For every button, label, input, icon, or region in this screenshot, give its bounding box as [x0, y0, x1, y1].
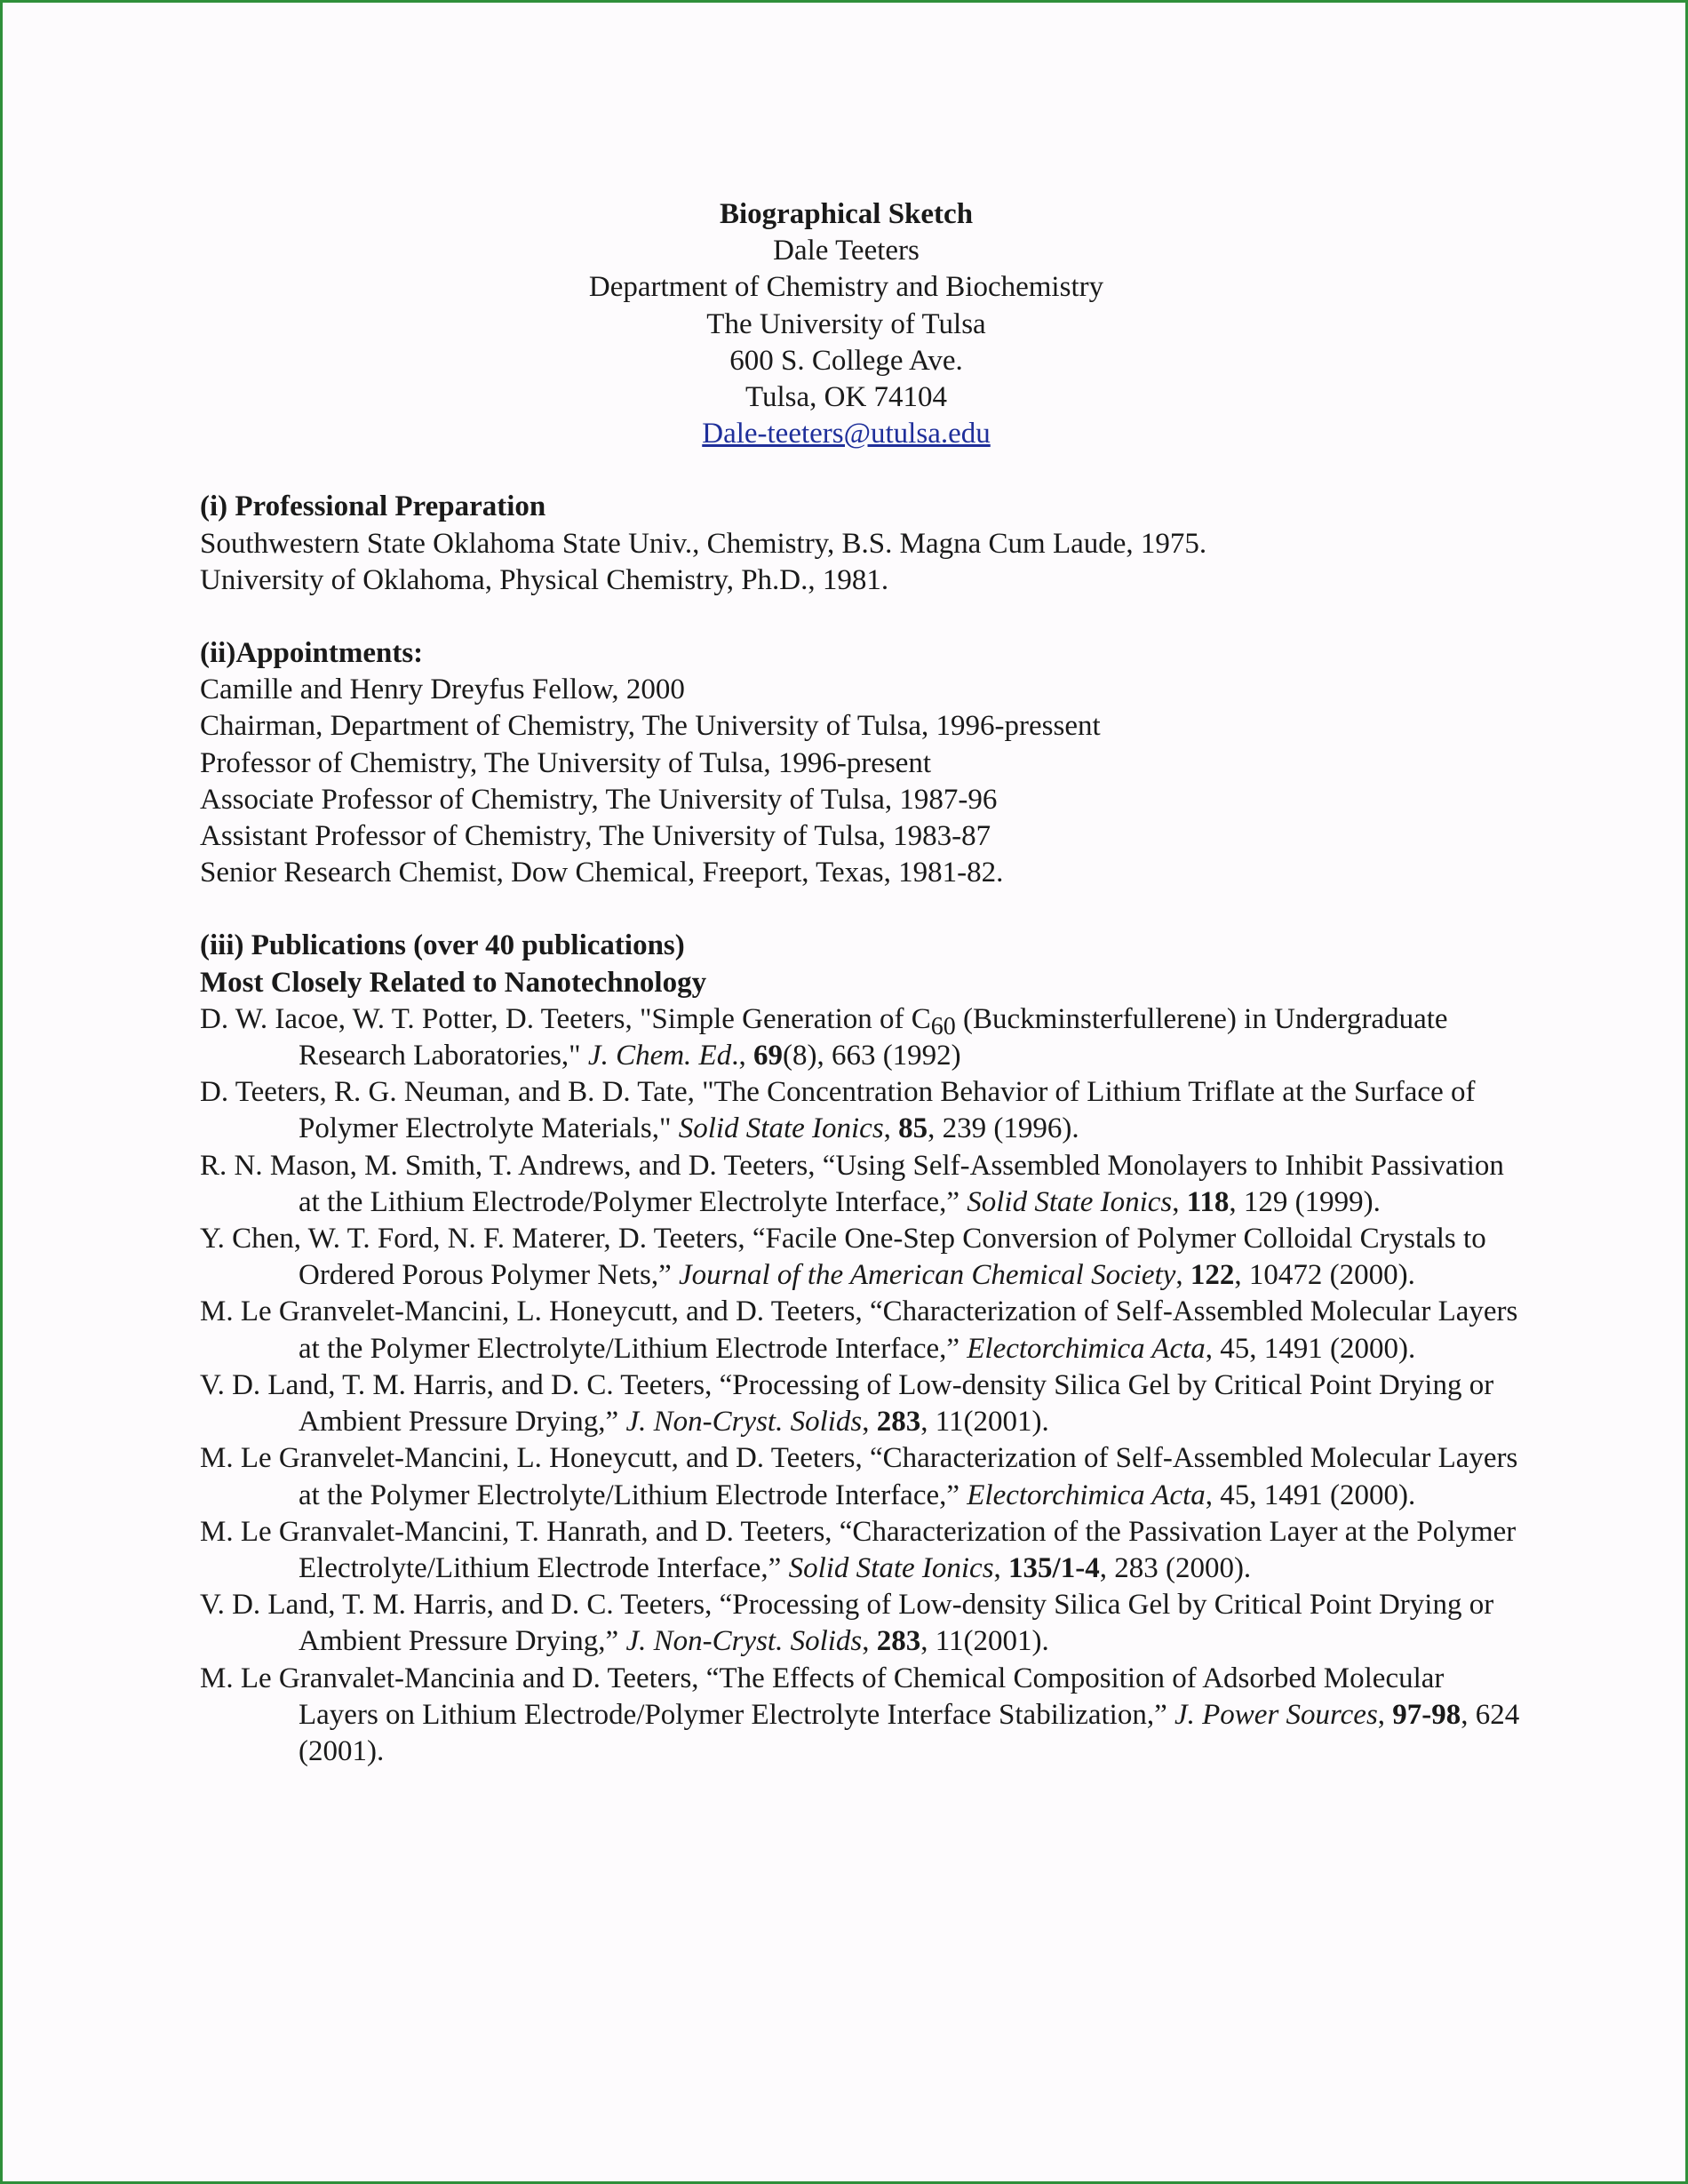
publication-journal: J. Non-Cryst. Solids	[625, 1625, 863, 1658]
preparation-item: Southwestern State Oklahoma State Univ., Chemistry, B.S. Magna Cum Laude, 1975.	[200, 527, 1207, 560]
publication-authors-title: D. W. Iacoe, W. T. Potter, D. Teeters, "Simple Generation of C	[200, 1002, 931, 1035]
publication-journal: Journal of the American Chemical Society	[679, 1259, 1176, 1292]
publication-authors-title: M. Le Granvelet-Mancini, L. Honeycutt, and D. Teeters, “Characterization of Self-Assembled Molecular Layers at the Polymer Electrolyte/Lithium Electrode Interface,”	[200, 1442, 1518, 1511]
publication-entry	[200, 1294, 1524, 1367]
section-title-appointments: (ii)Appointments:	[200, 637, 424, 670]
section-title-preparation: (i) Professional Preparation	[200, 490, 546, 523]
publication-journal: Solid State Ionics	[967, 1185, 1173, 1218]
publication-separator: ,	[1175, 1259, 1190, 1292]
publication-authors-title: M. Le Granvalet-Mancinia and D. Teeters, “The Effects of Chemical Composition of Adsorbed Molecular Layers on Lithium Electrode/Polymer Electrolyte Interface Stabilization,”	[200, 1662, 1445, 1731]
publication-journal: Solid State Ionics	[678, 1112, 884, 1145]
university-line: The University of Tulsa	[706, 307, 986, 340]
publication-journal: J. Chem. Ed	[587, 1040, 732, 1072]
publication-separator: ,	[993, 1551, 1009, 1584]
publication-authors-title: V. D. Land, T. M. Harris, and D. C. Teeters, “Processing of Low-density Silica Gel by Critical Point Drying or Ambient Pressure Drying,”	[200, 1589, 1494, 1658]
publication-volume: 283	[876, 1625, 921, 1658]
preparation-item: University of Oklahoma, Physical Chemistry, Ph.D., 1981.	[200, 563, 889, 596]
publication-volume: 118	[1186, 1185, 1230, 1218]
section-publications	[200, 928, 1524, 1770]
publication-entry	[200, 1514, 1524, 1587]
publication-journal: Electorchimica Acta	[967, 1479, 1206, 1511]
publication-journal: J. Power Sources	[1174, 1698, 1378, 1731]
publication-authors-title: M. Le Granvalet-Mancini, T. Hanrath, and D. Teeters, “Characterization of the Passivation Layer at the Polymer Electrolyte/Lithium Electrode Interface,”	[200, 1515, 1517, 1584]
publication-separator: ,	[1377, 1698, 1393, 1731]
subscript-text: 60	[930, 1012, 956, 1040]
publication-volume: 283	[876, 1406, 921, 1439]
publication-entry	[200, 1367, 1524, 1440]
publication-tail: , 11(2001).	[920, 1406, 1049, 1439]
department-line: Department of Chemistry and Biochemistry	[588, 271, 1104, 304]
city-state-zip: Tulsa, OK 74104	[744, 381, 948, 414]
publication-entry	[200, 1587, 1524, 1660]
bio-sketch-content	[200, 196, 1524, 1770]
publication-entry	[200, 1001, 1524, 1074]
appointment-item: Professor of Chemistry, The University of Tulsa, 1996-present	[200, 746, 932, 779]
publication-authors-title: M. Le Granvelet-Mancini, L. Honeycutt, and D. Teeters, “Characterization of Self-Assembled Molecular Layers at the Polymer Electrolyte/Lithium Electrode Interface,”	[200, 1295, 1518, 1365]
publication-authors-title: D. Teeters, R. G. Neuman, and B. D. Tate, "The Concentration Behavior of Lithium Triflate at the Surface of Polymer Electrolyte Materials,"	[200, 1076, 1476, 1145]
document-title: Biographical Sketch	[719, 198, 974, 230]
publication-volume: 85	[898, 1112, 928, 1145]
publication-volume: 97-98	[1392, 1698, 1461, 1731]
publication-tail: , 45, 1491 (2000).	[1205, 1332, 1416, 1365]
street-address: 600 S. College Ave.	[729, 344, 963, 377]
section-subtitle-nanotech: Most Closely Related to Nanotechnology	[200, 966, 707, 999]
publication-entry	[200, 1074, 1524, 1147]
publication-separator: ,	[862, 1625, 877, 1658]
publication-journal: Solid State Ionics	[788, 1551, 994, 1584]
publication-entry	[200, 1661, 1524, 1771]
publication-tail: , 624 (2001).	[299, 1698, 1520, 1767]
appointment-item: Camille and Henry Dreyfus Fellow, 2000	[200, 674, 685, 706]
appointment-item: Associate Professor of Chemistry, The University of Tulsa, 1987-96	[200, 783, 998, 816]
section-title-publications: (iii) Publications (over 40 publications)	[200, 929, 685, 962]
publication-separator: ,	[883, 1112, 899, 1145]
publication-separator: ,	[862, 1406, 877, 1439]
publication-tail: (8), 663 (1992)	[782, 1040, 961, 1072]
appointment-item: Assistant Professor of Chemistry, The University of Tulsa, 1983-87	[200, 820, 991, 853]
email-link[interactable]: Dale-teeters@utulsa.edu	[702, 418, 991, 450]
publication-tail: , 129 (1999).	[1229, 1185, 1381, 1218]
publication-title-rest: (Buckminsterfullerene) in Undergraduate Research Laboratories,"	[299, 1002, 1448, 1072]
publication-tail: , 283 (2000).	[1099, 1551, 1252, 1584]
publication-journal: J. Non-Cryst. Solids	[625, 1406, 863, 1439]
publication-journal: Electorchimica Acta	[967, 1332, 1206, 1365]
document-header	[200, 196, 1493, 452]
section-preparation	[200, 489, 1524, 599]
publication-volume: 135/1-4	[1008, 1551, 1100, 1584]
publication-tail: , 11(2001).	[920, 1625, 1049, 1658]
publication-separator: .,	[731, 1040, 753, 1072]
publication-authors-title: Y. Chen, W. T. Ford, N. F. Materer, D. Teeters, “Facile One-Step Conversion of Polymer Colloidal Crystals to Ordered Porous Polymer Nets,”	[200, 1223, 1486, 1292]
section-appointments	[200, 635, 1524, 891]
person-name: Dale Teeters	[773, 235, 920, 267]
publication-tail: , 45, 1491 (2000).	[1205, 1479, 1416, 1511]
publication-authors-title: R. N. Mason, M. Smith, T. Andrews, and D. Teeters, “Using Self-Assembled Monolayers to Inhibit Passivation at the Lithium Electrode/Polymer Electrolyte Interface,”	[200, 1149, 1504, 1218]
publication-authors-title: V. D. Land, T. M. Harris, and D. C. Teeters, “Processing of Low-density Silica Gel by Critical Point Drying or Ambient Pressure Drying,”	[200, 1368, 1494, 1439]
publication-entry	[200, 1148, 1524, 1221]
publication-volume: 69	[752, 1040, 783, 1072]
publication-tail: , 239 (1996).	[928, 1112, 1079, 1145]
appointment-item: Chairman, Department of Chemistry, The University of Tulsa, 1996-pressent	[200, 710, 1101, 743]
publication-separator: ,	[1172, 1185, 1187, 1218]
appointment-item: Senior Research Chemist, Dow Chemical, Freeport, Texas, 1981-82.	[200, 857, 1004, 889]
publication-entry	[200, 1221, 1524, 1294]
publication-tail: , 10472 (2000).	[1234, 1259, 1415, 1292]
publication-volume: 122	[1190, 1259, 1235, 1292]
publication-entry	[200, 1440, 1524, 1513]
